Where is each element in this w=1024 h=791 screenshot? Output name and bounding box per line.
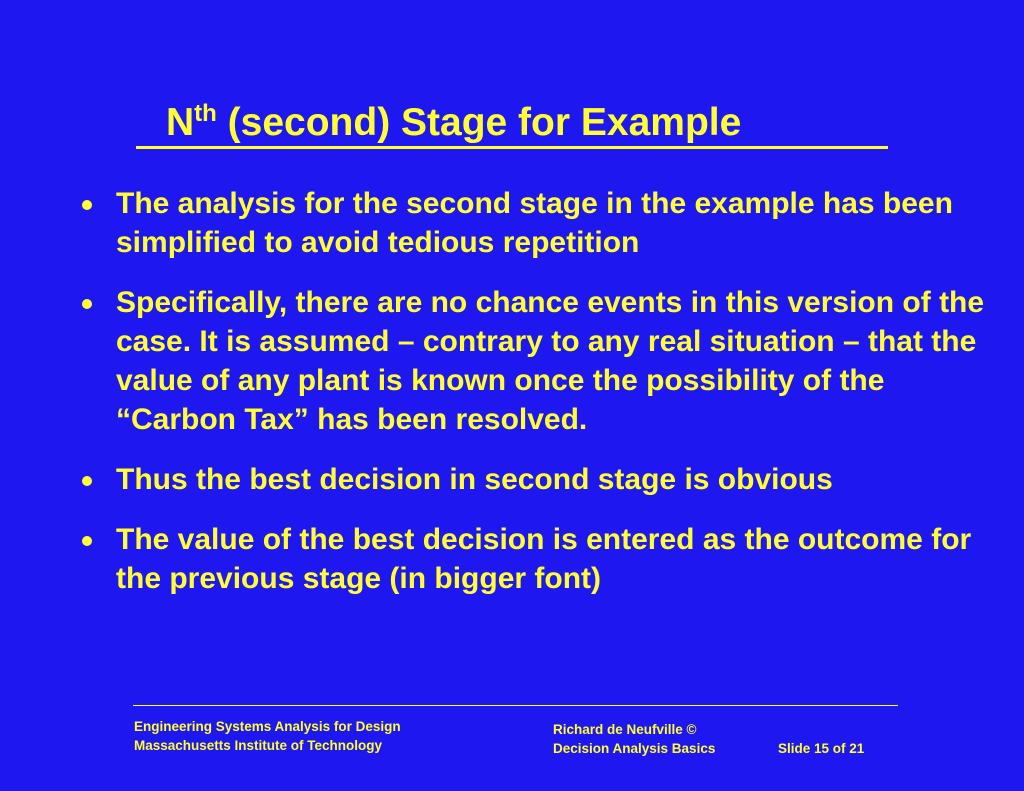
bullet-text: Thus the best decision in second stage is obvious [116,463,833,496]
bullet-item [78,520,998,598]
footer-course: Engineering Systems Analysis for Design [134,719,401,734]
slide-number: Slide 15 of 21 [778,741,865,756]
footer-middle [553,720,715,758]
title-main: N [166,101,195,144]
bullet-text: The value of the best decision is entered as the outcome for the previous stage (in bigger font) [116,523,972,595]
footer-topic: Decision Analysis Basics [553,741,716,756]
footer-author: Richard de Neufville © [553,722,697,737]
footer-divider [133,705,898,706]
bullet-item [78,184,998,262]
bullet-dot-icon [82,299,92,309]
title-superscript: th [194,100,217,127]
bullet-dot-icon [82,476,92,486]
slide-title [136,96,888,154]
bullet-item [78,283,998,439]
bullet-dot-icon [82,536,92,546]
bullet-list [78,184,998,619]
footer-left [134,717,401,755]
title-rest: (second) Stage for Example [216,101,742,144]
title-underline [136,146,888,149]
bullet-text: The analysis for the second stage in the example has been simplified to avoid tedious repetition [116,187,953,259]
bullet-item [78,460,998,499]
slide-title-text [166,96,741,150]
bullet-text: Specifically, there are no chance events in this version of the case. It is assumed – contrary to any real situation – that the value of any plant is known once the possibility of the “Carbon Tax” has been resolved. [116,286,985,436]
footer-institution: Massachusetts Institute of Technology [134,738,383,753]
bullet-dot-icon [82,200,92,210]
